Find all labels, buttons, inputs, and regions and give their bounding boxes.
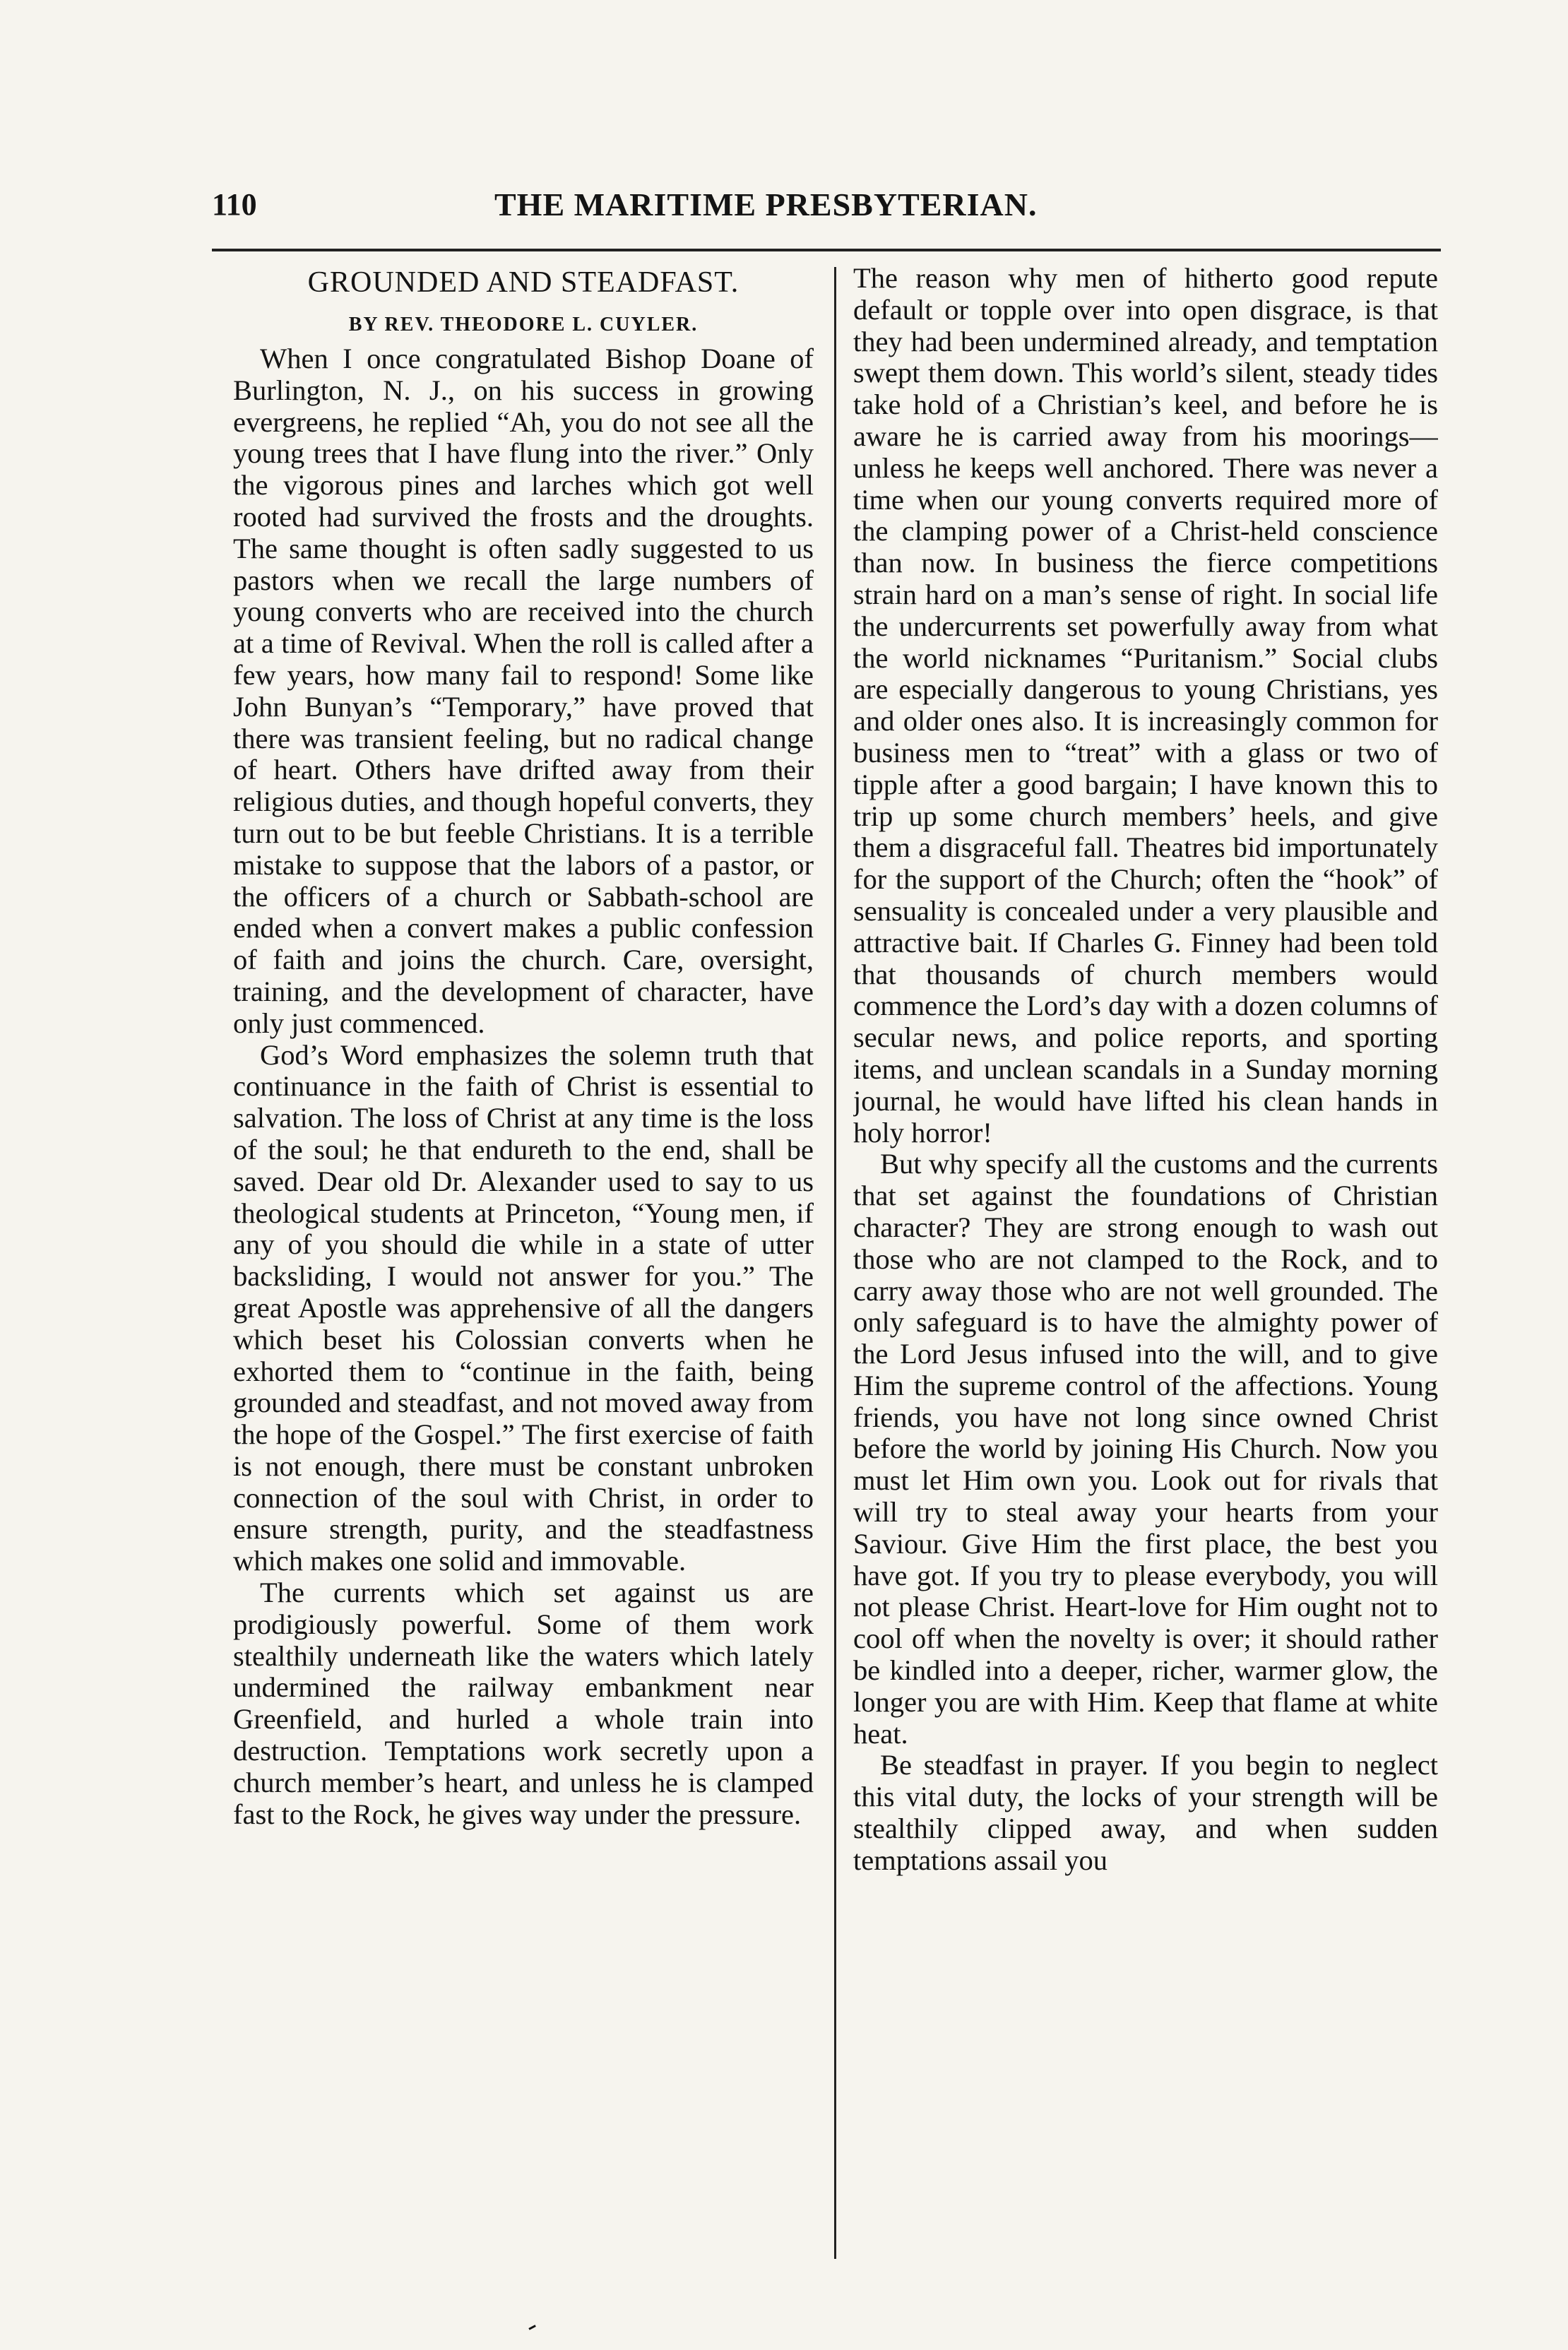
left-column [233,263,814,2283]
column-divider [834,267,836,2259]
ink-mark: - [519,2308,543,2342]
paragraph: When I once congratulated Bishop Doane of Burlington, N. J., on his success in growing evergreens, he replied “Ah, you do not see all the young trees that I have flung into the river.” Only the vigorous pines and larches which got well rooted had survived the frosts and the droughts. The same thought is often sadly suggested to us pastors when we recall the large numbers of young converts who are received into the church at a time of Revival. When the roll is called after a few years, how many fail to respond! Some like John Bunyan’s “Temporary,” have proved that there was transient feeling, but no radical change of heart. Others have drifted away from their religious duties, and though hopeful converts, they turn out to be but feeble Christians. It is a terrible mistake to suppose that the labors of a pastor, or the officers of a church or Sabbath-school are ended when a convert makes a public confession of faith and joins the church. Care, oversight, training, and the development of character, have only just commenced. [233,343,814,1039]
paragraph-continued: The reason why men of hitherto good repute default or topple over into open disgrace, is that they had been undermined already, and temptation swept them down. This world’s silent, steady tides take hold of a Christian’s keel, and before he is aware he is carried away from his moorings—unless he keeps well anchored. There was never a time when our young converts required more of the clamping power of a Christ-held conscience than now. In business the fierce competitions strain hard on a man’s sense of right. In social life the undercurrents set powerfully away from what the world nicknames “Puritanism.” Social clubs are especially dangerous to young Christians, yes and older ones also. It is increasingly common for business men to “treat” with a glass or two of tipple after a good bargain; I have known this to trip up some church members’ heels, and give them a disgraceful fall. Theatres bid importunately for the support of the Church; often the “hook” of sensuality is concealed under a very plausible and attractive bait. If Charles G. Finney had been told that thousands of church members would commence the Lord’s day with a dozen columns of secular news, and police reports, and sporting items, and unclean scandals in a Sunday morning journal, he would have lifted his clean hands in holy horror! [853,263,1438,1149]
page-number: 110 [212,187,257,222]
paragraph: The currents which set against us are prodigiously powerful. Some of them work stealthily underneath like the waters which lately undermined the railway embankment near Greenfield, and hurled a whole train into destruction. Temptations work secretly upon a church member’s heart, and unless he is clamped fast to the Rock, he gives way under the pressure. [233,1577,814,1830]
paragraph: God’s Word emphasizes the solemn truth that continuance in the faith of Christ is essential to salvation. The loss of Christ at any time is the loss of the soul; he that endureth to the end, shall be saved. Dear old Dr. Alexander used to say to us theological students at Princeton, “Young men, if any of you should die while in a state of utter backsliding, I would not answer for you.” The great Apostle was apprehensive of all the dangers which beset his Colossian converts when he exhorted them to “continue in the faith, being grounded and steadfast, and not moved away from the hope of the Gospel.” The first exercise of faith is not enough, there must be constant unbroken connection of the soul with Christ, in order to ensure strength, purity, and the steadfastness which makes one solid and immovable. [233,1038,814,1577]
right-column [853,263,1438,2283]
journal-title: THE MARITIME PRESBYTERIAN. [494,186,1038,222]
paragraph: Be steadfast in prayer. If you begin to neglect this vital duty, the locks of your strength will be stealthily clipped away, and when sudden temptations assail you [853,1749,1438,1876]
article-title: GROUNDED AND STEADFAST. [307,266,740,299]
paragraph: But why specify all the customs and the currents that set against the foundations of Christian character? They are strong enough to wash out those who are not clamped to the Rock, and to carry away those who are not well grounded. The only safeguard is to have the almighty power of the Lord Jesus infused into the will, and to give Him the supreme control of the affections. Young friends, you have not long since owned Christ before the world by joining His Church. Now you must let Him own you. Look out for rivals that will try to steal away your hearts from your Saviour. Give Him the first place, the best you have got. If you try to please everybody, you will not please Christ. Heart-love for Him ought not to cool off when the novelty is over; it should rather be kindled into a deeper, richer, warmer glow, the longer you are with Him. Keep that flame at white heat. [853,1148,1438,1750]
header-rule [212,249,1441,251]
article-byline: BY REV. THEODORE L. CUYLER. [348,314,699,336]
page-header [212,184,1441,240]
